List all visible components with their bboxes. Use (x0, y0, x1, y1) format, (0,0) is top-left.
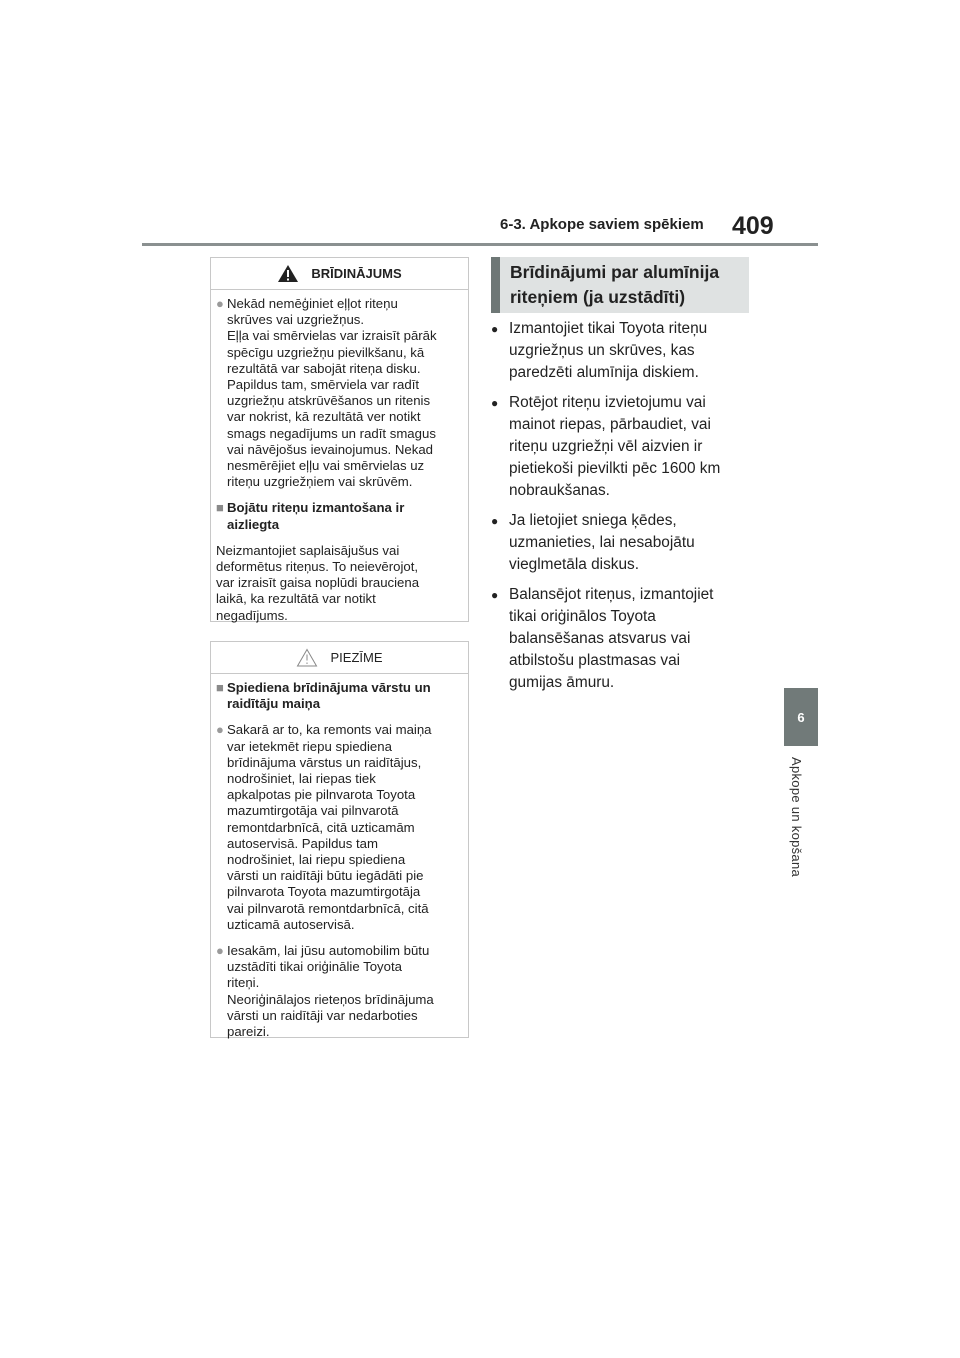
note-title: PIEZĪME (330, 650, 383, 665)
caution-triangle-icon (296, 648, 318, 667)
bullet-text: Balansējot riteņus, izmantojiet tikai oriģinālos Toyota balansēšanas atsvarus vai atbilstošu plastmasas vai gumijas āmuru. (509, 586, 714, 691)
bullet-text: Rotējot riteņu izvietojumu vai mainot riepas, pārbaudiet, vai riteņu uzgriežņi vēl aizvien ir pietiekoši pievilkti pēc 1600 km nobraukšanas. (509, 394, 721, 499)
warning-triangle-icon (277, 264, 299, 283)
list-item (491, 392, 761, 502)
header-rule (142, 243, 818, 246)
list-item (491, 510, 761, 576)
page-number: 409 (732, 212, 774, 240)
list-item (491, 318, 761, 384)
bullet-icon: ● (216, 296, 224, 311)
note-item-text: Iesakām, lai jūsu automobilim būtu uzstādīti tikai oriģinālie Toyota riteņi. Neoriģinālajos rieteņos brīdinājuma vārsti un raidītāji var nedarboties pareizi. (227, 943, 434, 1040)
section-title: 6-3. Apkope saviem spēkiem (500, 216, 704, 233)
bullet-text: Izmantojiet tikai Toyota riteņu uzgriežņus un skrūves, kas paredzēti alumīnija diskiem. (509, 320, 708, 381)
bullet-icon: ● (216, 722, 224, 738)
bullet-icon: ● (491, 322, 499, 336)
warning-item-text: Nekād nemēģiniet eļļot riteņu skrūves vai uzgriežņus. Eļļa vai smērvielas var izraisīt pārāk spēcīgu uzgriežņu pievilkšanu, kā rezultātā var sabojāt riteņa disku. Papildus tam, smērviela var radīt uzgriežņu atskrūvēšanos un ritenis var nokrist, kā rezultātā ver notikt smags negadījums un radīt smagus vai nāvējošus ievainojumus. Nekad nesmērējiet eļļu vai smērvielas uz riteņu uzgriežņiem vai skrūvēm. (227, 296, 437, 490)
warning-title: BRĪDINĀJUMS (311, 266, 402, 281)
main-bullet-list (491, 318, 761, 702)
list-item (216, 722, 456, 933)
note-subheading-row (216, 680, 456, 712)
warning-paragraph: Neizmantojiet saplaisājušus vai deformētus riteņus. To neievērojot, var izraisīt gaisa noplūdi brauciena laikā, ka rezultātā var notikt negadījums. (216, 542, 420, 623)
note-item-text: Sakarā ar to, ka remonts vai maiņa var ietekmēt riepu spiediena brīdinājuma vārstus un raidītājus, nodrošiniet, lai riepas tiek apkalpotas pie pilnvarota Toyota mazumtirgotāja vai pilnvarotā remontdarbnīcā, citā uzticamām autoservisā. Papildus tam nodrošiniet, lai riepu spiediena vārsti un raidītāji būtu iegādāti pie pilnvarota Toyota mazumtirgotāja vai pilnvarotā remontdarbnīcā, citā uzticamā autoservisā. (227, 722, 432, 932)
bullet-icon: ● (491, 514, 499, 528)
note-box (210, 641, 469, 1038)
section-heading-text: Brīdinājumi par alumīnija riteņiem (ja uzstādīti) (510, 262, 720, 307)
chapter-label: Apkope un kopšana (789, 757, 804, 878)
bullet-icon: ● (491, 588, 499, 602)
square-bullet-icon: ■ (216, 500, 224, 516)
note-subheading: Spiediena brīdinājuma vārstu un raidītāju maiņa (227, 680, 431, 712)
chapter-tab: 6 (784, 688, 818, 746)
warning-subheading: Bojātu riteņu izmantošana ir aizliegta (227, 500, 405, 532)
square-bullet-icon: ■ (216, 680, 224, 695)
section-heading (491, 257, 749, 313)
list-item (491, 584, 761, 694)
bullet-icon: ● (491, 396, 499, 410)
warning-box (210, 257, 469, 622)
note-box-header (211, 642, 468, 674)
warning-subheading-row (216, 500, 456, 532)
bullet-text: Ja lietojiet sniega ķēdes, uzmanieties, lai nesabojātu vieglmetāla diskus. (509, 512, 695, 573)
warning-box-header (211, 258, 468, 290)
bullet-icon: ● (216, 943, 224, 959)
list-item (216, 296, 456, 490)
list-item (216, 943, 456, 1040)
